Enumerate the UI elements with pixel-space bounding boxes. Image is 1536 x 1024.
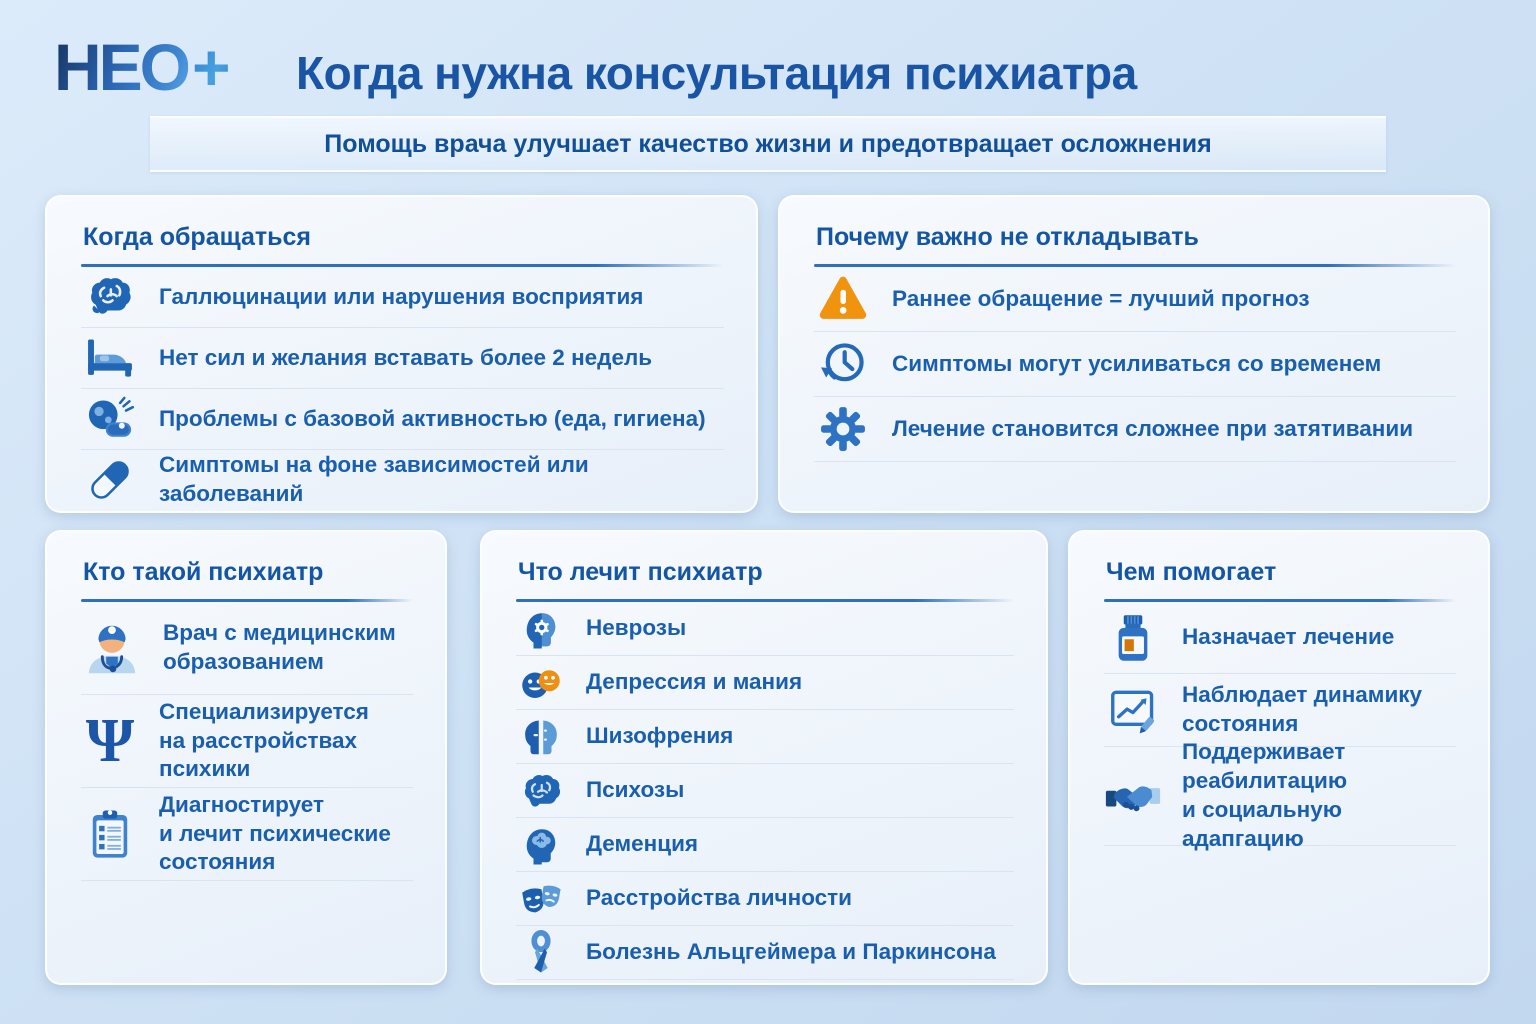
card-title: Когда обращаться [83, 223, 312, 251]
item-label: Депрессия и мания [586, 669, 803, 695]
list-item [81, 695, 413, 788]
item-label: Психозы [586, 777, 685, 803]
logo-text: НЕО [54, 30, 189, 104]
card-title: Кто такой психиатр [83, 558, 324, 586]
list-item [81, 267, 724, 328]
card-who-is-psychiatrist [45, 530, 447, 985]
list-item [516, 872, 1014, 926]
list-item [516, 926, 1014, 980]
psi-symbol-icon: Ψ [85, 707, 135, 775]
item-label: Лечение становится сложнее при затятивании [892, 415, 1414, 441]
card-title: Почему важно не откладывать [816, 223, 1199, 251]
item-label: Болезнь Альцгеймера и Паркинсона [586, 939, 996, 965]
bed-icon [81, 329, 139, 387]
meal-hygiene-icon [81, 390, 139, 448]
card-why-not-delay [778, 195, 1490, 513]
list-item [814, 267, 1456, 332]
card-how-helps [1068, 530, 1490, 985]
list-item [516, 602, 1014, 656]
item-label: Расстройства личности [586, 885, 853, 911]
list-item [1104, 674, 1456, 747]
logo-plus-icon: + [192, 30, 228, 104]
pill-icon [81, 451, 139, 509]
list-item [814, 332, 1456, 397]
awareness-ribbon-icon [516, 928, 566, 978]
page-title: Когда нужна консультация психиатра [296, 47, 1137, 99]
list-item [81, 389, 724, 450]
head-gear-icon [516, 604, 566, 654]
list-item [516, 818, 1014, 872]
card-what-psychiatrist-treats [480, 530, 1048, 985]
doctor-icon [81, 619, 143, 677]
item-label: Назначает лечение [1182, 624, 1395, 650]
item-label: Проблемы с базовой активностью (еда, гигиена) [159, 405, 706, 431]
item-label: Деменция [586, 831, 699, 857]
gear-icon [814, 400, 872, 458]
brain-icon [516, 766, 566, 816]
warning-triangle-icon [814, 270, 872, 328]
list-item [814, 397, 1456, 462]
theater-masks-icon [516, 874, 566, 924]
clipboard-icon [81, 805, 139, 863]
list-item [81, 788, 413, 881]
item-label: Наблюдает динамику состояния [1182, 682, 1423, 736]
page-subtitle: Помощь врача улучшает качество жизни и предотвращает осложнения [324, 129, 1212, 158]
brain-icon [81, 268, 139, 326]
item-label: Диагностирует и лечит психические состояния [159, 791, 391, 875]
card-title: Чем помогает [1106, 558, 1277, 586]
two-faces-icon [516, 658, 566, 708]
item-label: Неврозы [586, 615, 687, 641]
list-item [516, 656, 1014, 710]
subtitle-band [150, 116, 1386, 172]
item-label: Поддерживает реабилитацию и социальную адапгацию [1182, 739, 1348, 851]
clock-history-icon [814, 335, 872, 393]
list-item [81, 328, 724, 389]
list-item [81, 450, 724, 510]
item-label: Раннее обращение = лучший прогноз [892, 285, 1310, 311]
head-brain-icon [516, 820, 566, 870]
handshake-icon [1104, 767, 1162, 825]
list-item [516, 710, 1014, 764]
list-item [81, 602, 413, 695]
item-label: Шизофрения [586, 723, 734, 749]
item-label: Симптомы могут усиливаться со временем [892, 350, 1382, 376]
logo [54, 30, 228, 104]
medicine-bottle-icon [1104, 609, 1162, 667]
item-label: Нет сил и желания вставать более 2 недель [159, 344, 653, 370]
split-head-icon [516, 712, 566, 762]
list-item [1104, 739, 1456, 851]
item-label: Галлюцинации или нарушения восприятия [159, 283, 644, 309]
item-label: Симптомы на фоне зависимостей или заболеваний [159, 452, 589, 506]
card-title: Что лечит психиатр [518, 558, 763, 586]
item-label: Врач с медицинским образованием [163, 620, 396, 674]
chart-pen-icon [1104, 681, 1162, 739]
list-item [1104, 602, 1456, 674]
card-when-to-seek-help [45, 195, 758, 513]
item-label: Специализируется на расстройствах психики [159, 698, 369, 782]
list-item [516, 764, 1014, 818]
